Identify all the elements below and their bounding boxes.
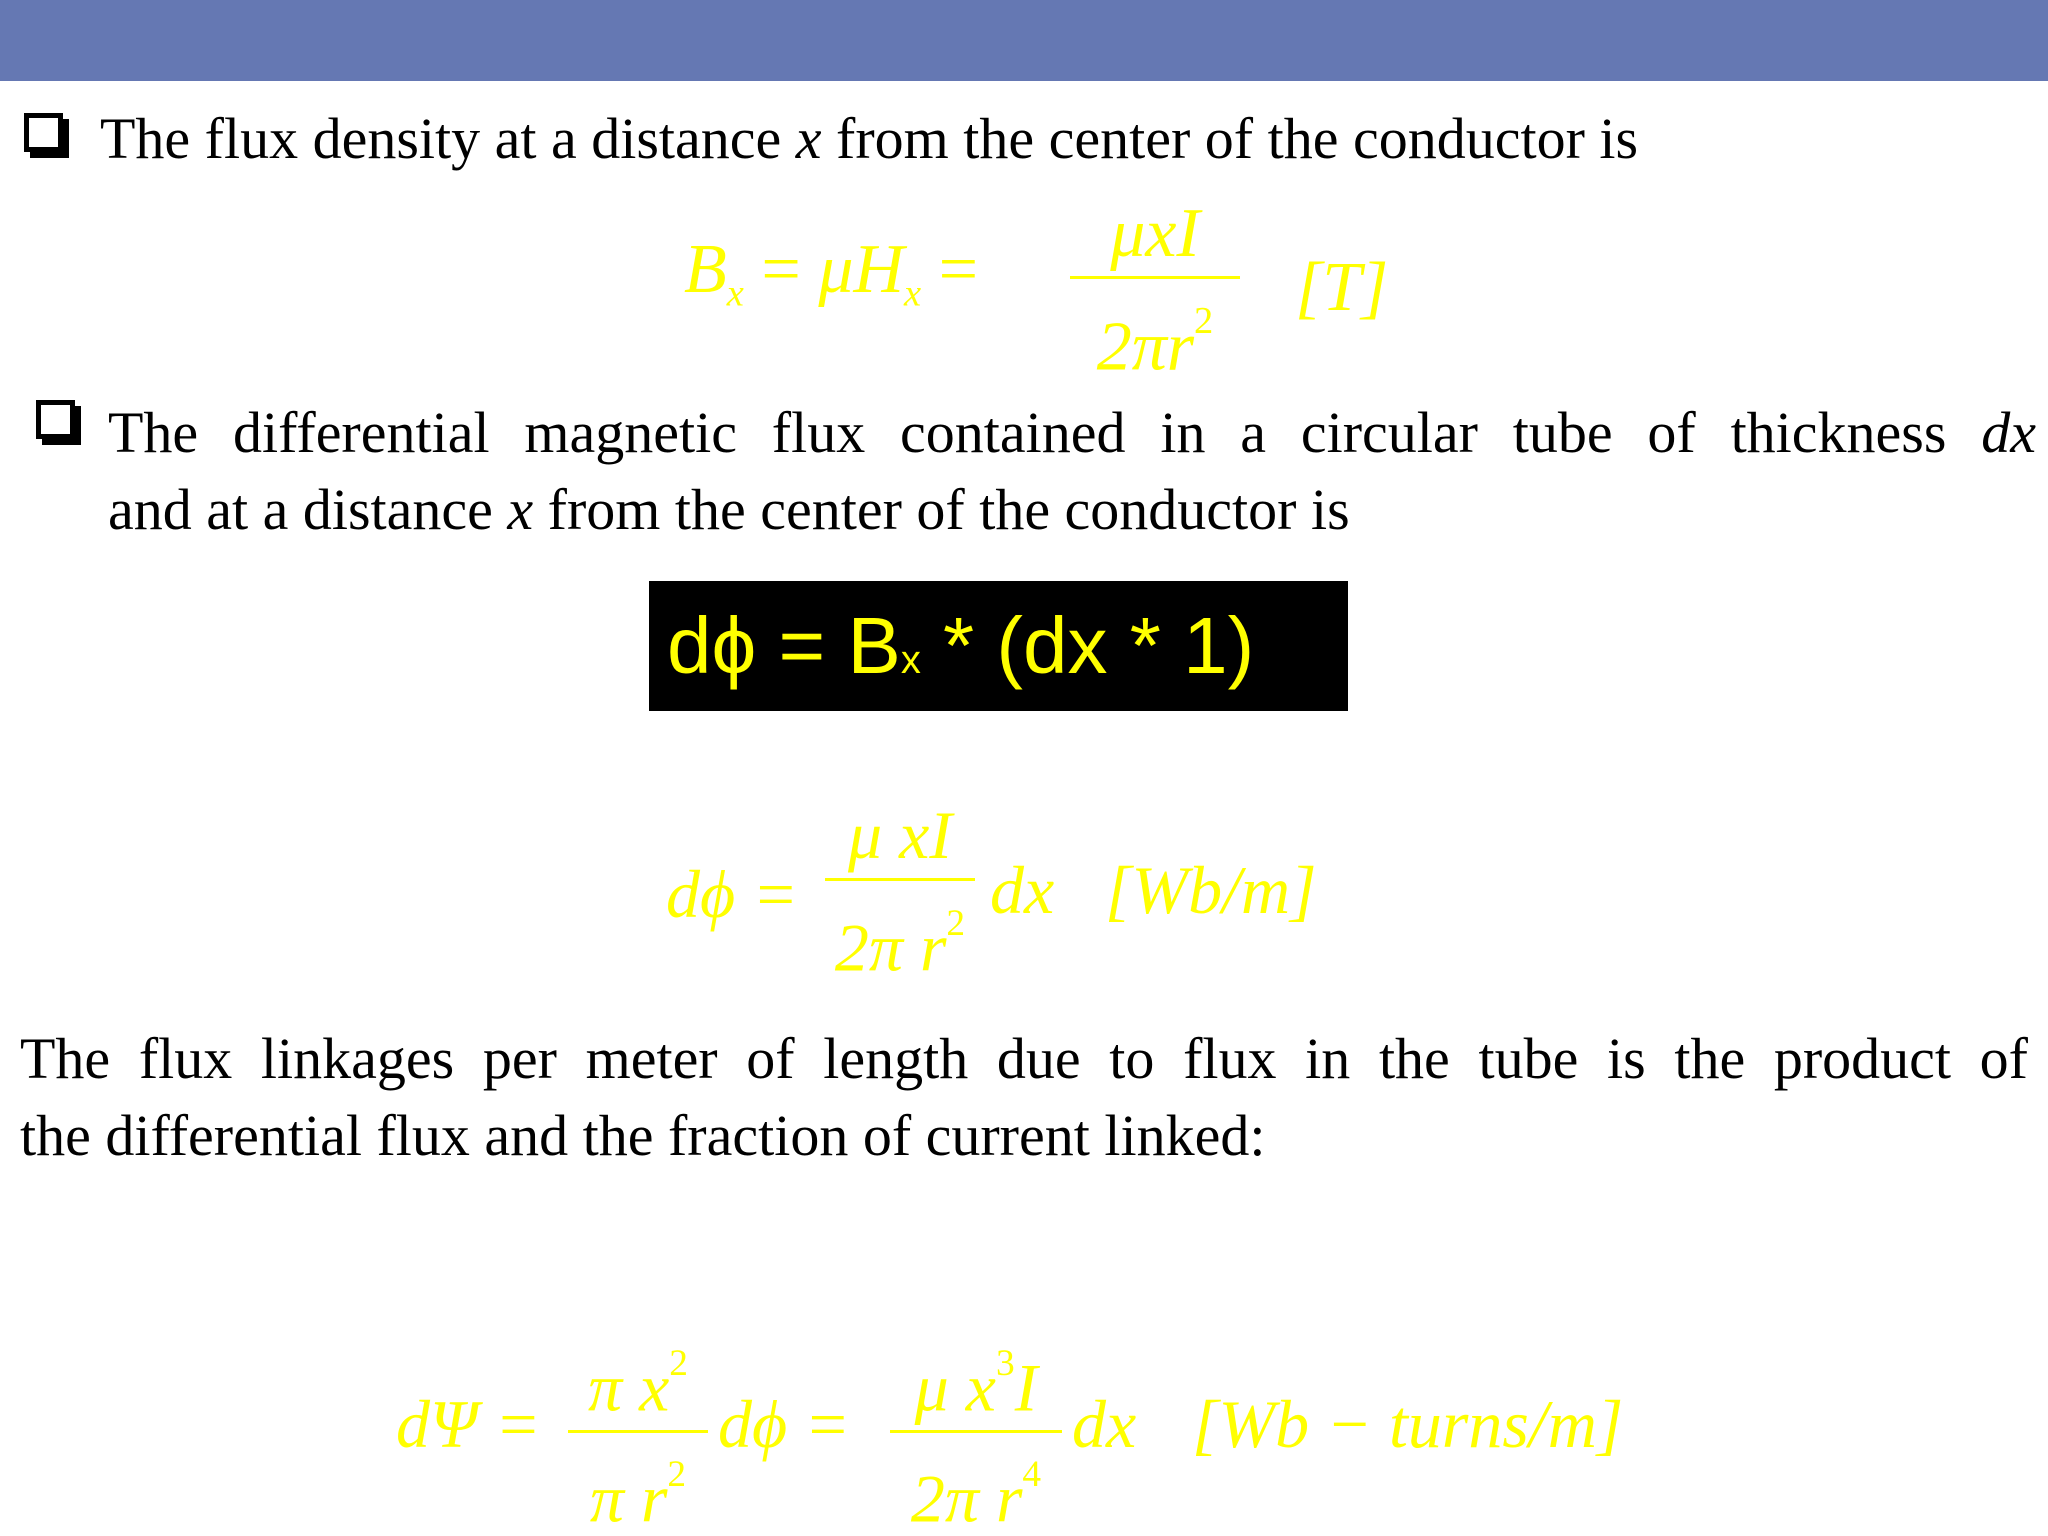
eq2-tail [990, 850, 1054, 930]
eq3-numerator-2-sup: 3 [995, 1343, 1015, 1384]
eq3-numerator-1: π x [588, 1349, 670, 1426]
para2-line1-var: dx [1981, 400, 2036, 465]
para1-after: from the center of the conductor is [821, 106, 1639, 171]
eq2-numerator: μ xI [848, 797, 952, 873]
para3-line2: the differential flux and the fraction of current linked: [20, 1103, 1266, 1168]
eq2-unit [1105, 850, 1317, 930]
eq3-fraction-bar-2 [890, 1430, 1062, 1433]
para1-before: The flux density at a distance [100, 106, 796, 171]
eq3-fraction-1 [568, 1326, 708, 1536]
para2-line2-after: from the center of the conductor is [533, 477, 1350, 542]
para1-var: x [795, 106, 822, 171]
eq1-denominator-sup: 2 [1194, 300, 1214, 342]
para2-line2-before: and at a distance [108, 477, 508, 542]
paragraph-differential-flux-line1 [108, 394, 2036, 471]
eq3-tail [1072, 1384, 1136, 1464]
eq1-equals-1: = [743, 231, 819, 308]
paragraph-flux-linkages-line1 [20, 1020, 2028, 1097]
eq1-fraction [1070, 196, 1240, 386]
eq3-unit-text: [Wb − turns/m] [1192, 1386, 1624, 1462]
box-eq-sub: x [900, 638, 921, 682]
paragraph-flux-density [100, 100, 1638, 177]
equation-flux-density [684, 230, 978, 333]
eq1-denominator: 2πr [1096, 308, 1195, 386]
eq2-fraction [825, 796, 975, 987]
eq3-lhs: dΨ = [396, 1386, 541, 1462]
eq1-equals-2: = [921, 231, 979, 308]
eq2-lhs: dϕ = [666, 856, 799, 932]
para2-line2-var: x [507, 477, 534, 542]
eq3-mid-text: dϕ = [718, 1386, 851, 1462]
eq3-tail-text: dx [1072, 1386, 1137, 1462]
box-eq-rest: * (dx * 1) [920, 601, 1255, 690]
bullet-checkbox-icon [24, 113, 63, 152]
eq2-denominator: 2π r [834, 909, 947, 986]
eq3-unit [1192, 1384, 1623, 1464]
eq2-unit-text: [Wb/m] [1105, 852, 1317, 928]
eq3-denominator-2: 2π r [910, 1460, 1023, 1536]
eq3-numerator-2: μ x [914, 1349, 996, 1426]
eq1-mid: μH [818, 231, 905, 308]
slide-header-bar [0, 0, 2048, 81]
eq1-fraction-bar [1070, 276, 1240, 279]
eq2-tail-text: dx [990, 852, 1055, 928]
eq2-fraction-bar [825, 878, 975, 881]
eq3-denominator-2-sup: 4 [1022, 1453, 1042, 1495]
para3-line1: The flux linkages per meter of length due to flux in the tube is the product of [20, 1026, 2028, 1091]
eq2-denominator-sup: 2 [946, 903, 966, 944]
paragraph-differential-flux-line2 [108, 471, 1350, 548]
equation-flux-linkage [396, 1384, 541, 1464]
eq1-unit-text: [T] [1295, 249, 1389, 326]
eq1-mid-sub: x [904, 272, 922, 315]
eq3-fraction-bar-1 [568, 1430, 708, 1433]
equation-differential-flux [666, 854, 798, 934]
eq3-denominator-1-sup: 2 [667, 1453, 687, 1495]
para2-line1-before: The differential magnetic flux contained in a circular tube of thickness [108, 400, 1982, 465]
bullet-checkbox-icon [36, 400, 75, 439]
eq1-lhs: B [684, 231, 727, 308]
eq3-fraction-2 [890, 1326, 1062, 1536]
eq1-unit [1295, 248, 1388, 328]
eq3-mid [718, 1384, 850, 1464]
eq1-numerator: μxI [1110, 195, 1200, 272]
eq1-lhs-sub: x [726, 272, 744, 315]
eq3-denominator-1: π r [589, 1460, 668, 1536]
paragraph-flux-linkages-line2 [20, 1097, 1265, 1174]
eq3-numerator-2-tail: I [1014, 1349, 1038, 1426]
box-eq-dphi: dϕ = B [667, 601, 901, 690]
boxed-formula [649, 581, 1348, 711]
eq3-numerator-1-sup: 2 [669, 1343, 688, 1384]
